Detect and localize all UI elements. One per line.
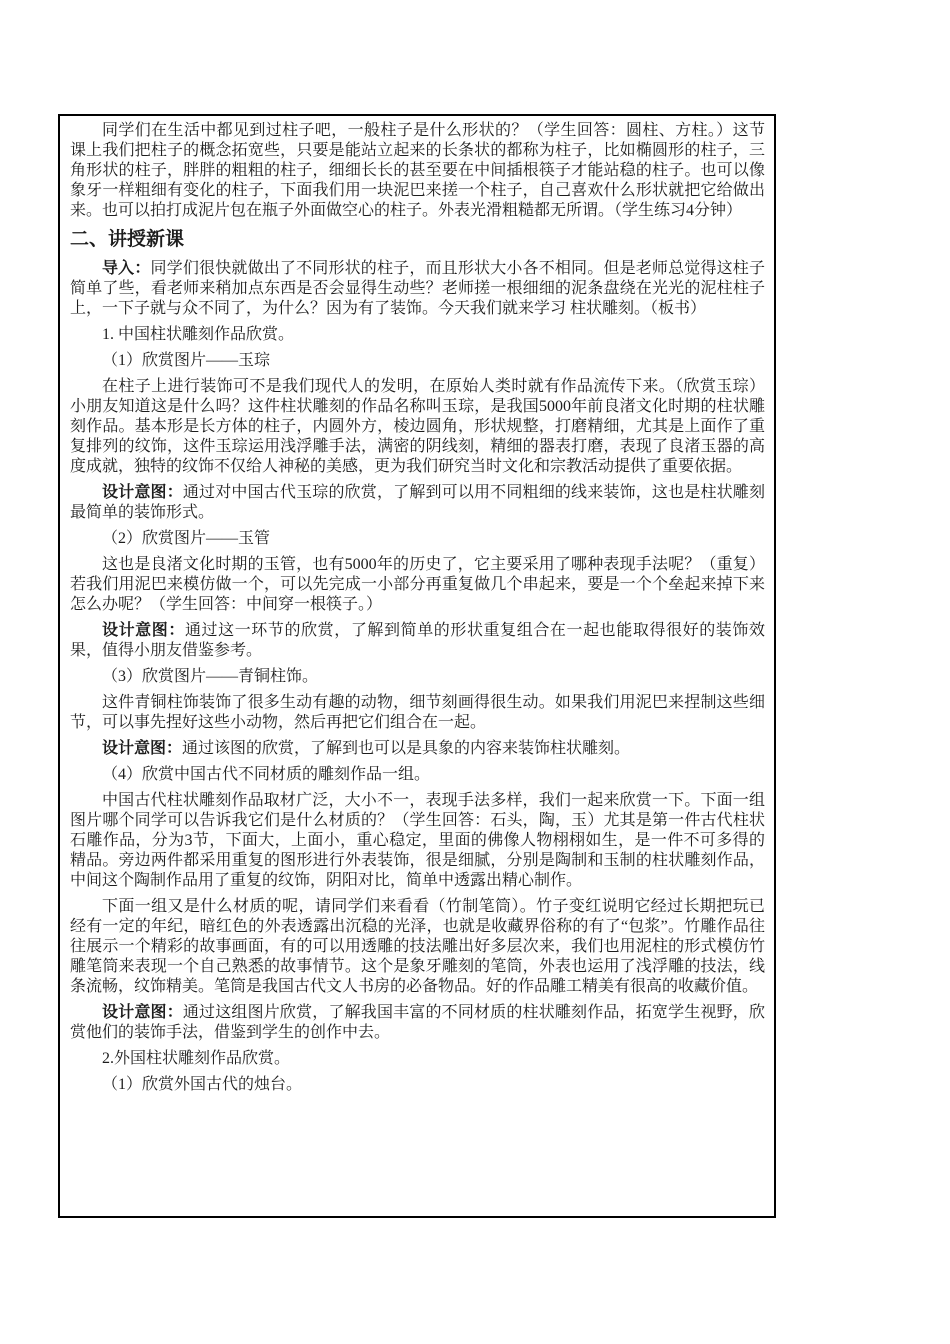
paragraph-text: 这也是良渚文化时期的玉管，也有5000年的历史了，它主要采用了哪种表现手法呢？（重复）若我们用泥巴来模仿做一个，可以先完成一小部分再重复做几个串起来，要是一个个垒起来掉下来怎么办呢？（学生回答：中间穿一根筷子。） (70, 556, 765, 613)
paragraph-text: （4）欣赏中国古代不同材质的雕刻作品一组。 (102, 766, 431, 783)
paragraph (70, 693, 765, 733)
paragraph (70, 121, 765, 221)
paragraph-bold-prefix: 设计意图： (102, 484, 183, 501)
paragraph-text: 下面一组又是什么材质的呢，请同学们来看看（竹制笔筒）。竹子变红说明它经过长期把玩已经有一定的年纪，暗红色的外表透露出沉稳的光泽，也就是收藏界俗称的有了“包浆”。竹雕作品往往展示一个精彩的故事画面，有的可以用透雕的技法雕出好多层次来，我们也用泥柱的形式模仿竹雕笔筒来表现一个自己熟悉的故事情节。这个是象牙雕刻的笔筒，外表也运用了浅浮雕的技法，线条流畅，纹饰精美。笔筒是我国古代文人书房的必备物品。好的作品雕工精美有很高的收藏价值。 (70, 898, 765, 995)
paragraph-text: 这件青铜柱饰装饰了很多生动有趣的动物，细节刻画得很生动。如果我们用泥巴来捏制这些细节，可以事先捏好这些小动物，然后再把它们组合在一起。 (70, 694, 765, 731)
paragraph-bold-prefix: 导入： (102, 260, 151, 277)
section-heading: 二、讲授新课 (70, 229, 185, 250)
paragraph-text: （1）欣赏外国古代的烛台。 (102, 1076, 303, 1093)
paragraph (70, 667, 765, 687)
paragraph (70, 621, 765, 661)
paragraph-text: （2）欣赏图片——玉管 (102, 530, 271, 547)
paragraph (70, 377, 765, 477)
paragraph-text: 同学们很快就做出了不同形状的柱子，而且形状大小各不相同。但是老师总觉得这柱子简单了些，看老师来稍加点东西是否会显得生动些？老师搓一根细细的泥条盘绕在光光的泥柱柱子上，一下子就与众不同了，为什么？因为有了装饰。今天我们就来学习 柱状雕刻。（板书） (70, 260, 765, 317)
paragraph-text: 同学们在生活中都见到过柱子吧，一般柱子是什么形状的？（学生回答：圆柱、方柱。）这节课上我们把柱子的概念拓宽些，只要是能站立起来的长条状的都称为柱子，比如椭圆形的柱子，三角形状的柱子，胖胖的粗粗的柱子，细细长长的甚至要在中间插根筷子才能站稳的柱子。也可以像象牙一样粗细有变化的柱子，下面我们用一块泥巴来搓一个柱子，自己喜欢什么形状就把它给做出来。也可以拍打成泥片包在瓶子外面做空心的柱子。外表光滑粗糙都无所谓。（学生练习4分钟） (70, 122, 765, 219)
paragraph-text: 通过该图的欣赏，了解到也可以是具象的内容来装饰柱状雕刻。 (182, 740, 631, 757)
paragraph (70, 791, 765, 891)
paragraph (70, 1075, 765, 1095)
paragraph (70, 739, 765, 759)
document-table-cell (58, 114, 776, 1218)
paragraph (70, 483, 765, 523)
paragraph (70, 897, 765, 997)
paragraph-text: 通过对中国古代玉琮的欣赏，了解到可以用不同粗细的线来装饰，这也是柱状雕刻最简单的装饰形式。 (70, 484, 765, 521)
paragraph (70, 259, 765, 319)
paragraph-text: （3）欣赏图片——青铜柱饰。 (102, 668, 319, 685)
paragraph-text: 中国古代柱状雕刻作品取材广泛，大小不一，表现手法多样，我们一起来欣赏一下。下面一组图片哪个同学可以告诉我它们是什么材质的？（学生回答：石头，陶，玉）尤其是第一件古代柱状石雕作品，分为3节，下面大，上面小，重心稳定，里面的佛像人物栩栩如生，是一件不可多得的精品。旁边两件都采用重复的图形进行外表装饰，很是细腻，分别是陶制和玉制的柱状雕刻作品，中间这个陶制作品用了重复的纹饰，阴阳对比，简单中透露出精心制作。 (70, 792, 765, 889)
paragraph-bold-prefix: 设计意图： (102, 1004, 183, 1021)
paragraph-text: （1）欣赏图片——玉琮 (102, 352, 271, 369)
paragraph (70, 325, 765, 345)
paragraph-text: 通过这组图片欣赏，了解我国丰富的不同材质的柱状雕刻作品，拓宽学生视野，欣赏他们的装饰手法，借鉴到学生的创作中去。 (70, 1004, 765, 1041)
paragraph (70, 555, 765, 615)
paragraph-text: 在柱子上进行装饰可不是我们现代人的发明，在原始人类时就有作品流传下来。（欣赏玉琮）小朋友知道这是什么吗？这件柱状雕刻的作品名称叫玉琮，是我国5000年前良渚文化时期的柱状雕刻作品。基本形是长方体的柱子，内圆外方，棱边圆角，形状规整，打磨精细，尤其是上面作了重复排列的纹饰，这件玉琮运用浅浮雕手法，满密的阴线刻，精细的器表打磨，表现了良渚玉器的高度成就，独特的纹饰不仅给人神秘的美感，更为我们研究当时文化和宗教活动提供了重要依据。 (70, 378, 765, 475)
paragraph (70, 1049, 765, 1069)
paragraph-text: 通过这一环节的欣赏，了解到简单的形状重复组合在一起也能取得很好的装饰效果，值得小朋友借鉴参考。 (70, 622, 765, 659)
paragraph-bold-prefix: 设计意图： (102, 622, 185, 639)
paragraph-bold-prefix: 设计意图： (102, 740, 183, 757)
paragraph-text: 1. 中国柱状雕刻作品欣赏。 (102, 326, 295, 343)
paragraph (70, 765, 765, 785)
paragraph (70, 351, 765, 371)
paragraph (70, 529, 765, 549)
paragraph-text: 2.外国柱状雕刻作品欣赏。 (102, 1050, 291, 1067)
paragraph (70, 1003, 765, 1043)
